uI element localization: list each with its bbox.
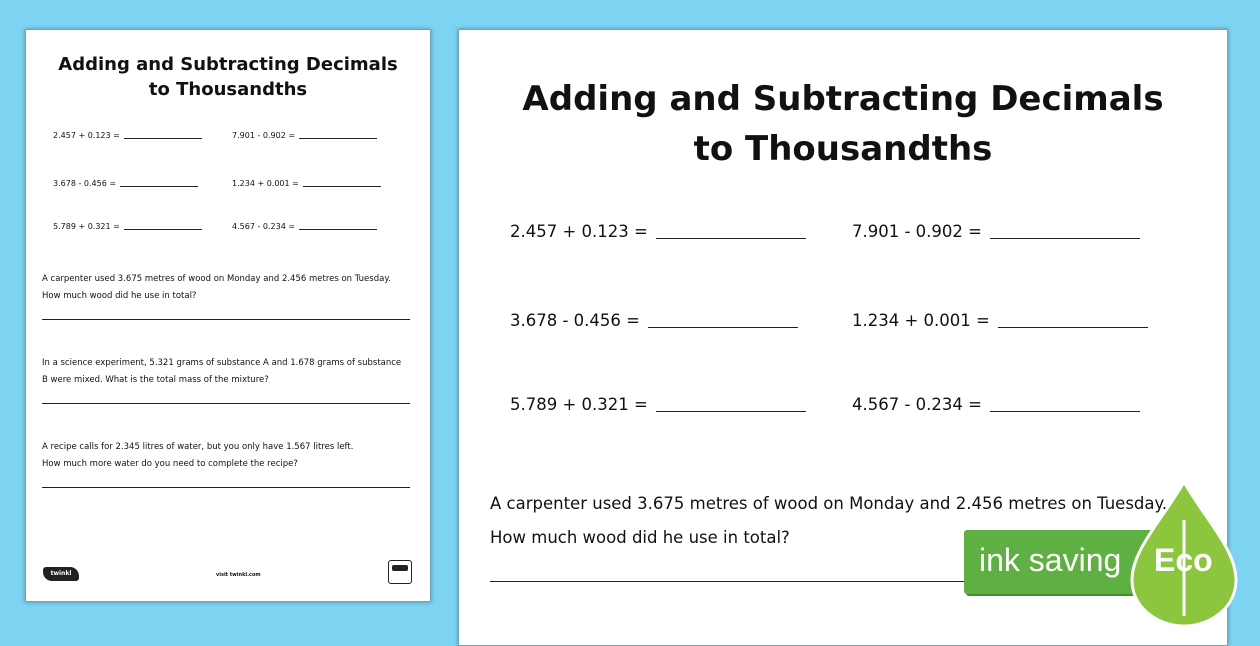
- problem-1: 2.457 + 0.123 =: [53, 131, 202, 140]
- eco-label: Eco: [1154, 542, 1213, 578]
- problem-1: 2.457 + 0.123 =: [510, 222, 806, 241]
- problem-6: 4.567 - 0.234 =: [232, 222, 377, 231]
- word-problem-1: A carpenter used 3.675 metres of wood on Monday and 2.456 metres on Tuesday. How much wood did he use in total?: [490, 494, 1168, 547]
- footer-badge-icon: [388, 560, 412, 584]
- problem-4: 1.234 + 0.001 =: [232, 179, 381, 188]
- answer-line: [42, 403, 410, 404]
- twinkl-logo: twinkl: [43, 567, 79, 581]
- answer-line: [42, 487, 410, 488]
- problem-2: 7.901 - 0.902 =: [232, 131, 377, 140]
- problem-3: 3.678 - 0.456 =: [53, 179, 198, 188]
- problem-6: 4.567 - 0.234 =: [852, 395, 1140, 414]
- problem-3: 3.678 - 0.456 =: [510, 311, 798, 330]
- word-problem-2: In a science experiment, 5.321 grams of substance A and 1.678 grams of substance B were mixed. What is the total mass of the mixture?: [42, 358, 402, 385]
- title-line-2: to Thousandths: [148, 79, 308, 100]
- footer-url: visit twinkl.com: [216, 572, 261, 578]
- problem-2: 7.901 - 0.902 =: [852, 222, 1140, 241]
- title-line-2: to Thousandths: [693, 129, 993, 169]
- problem-4: 1.234 + 0.001 =: [852, 311, 1148, 330]
- problem-5: 5.789 + 0.321 =: [53, 222, 202, 231]
- answer-line: [42, 319, 410, 320]
- word-problem-1: A carpenter used 3.675 metres of wood on Monday and 2.456 metres on Tuesday. How much wood did he use in total?: [42, 274, 391, 301]
- ink-saving-label: ink saving: [979, 542, 1122, 578]
- worksheet-title: [459, 74, 1227, 174]
- answer-line: [490, 581, 990, 582]
- worksheet-thumbnail: [25, 29, 431, 602]
- word-problem-3: A recipe calls for 2.345 litres of water, but you only have 1.567 litres left. How much more water do you need to complete the recipe?: [42, 442, 354, 469]
- problem-5: 5.789 + 0.321 =: [510, 395, 806, 414]
- title-line-1: Adding and Subtracting Decimals: [58, 54, 398, 75]
- worksheet-title: [26, 52, 430, 102]
- ink-saving-eco-badge: [962, 480, 1260, 630]
- title-line-1: Adding and Subtracting Decimals: [522, 79, 1164, 119]
